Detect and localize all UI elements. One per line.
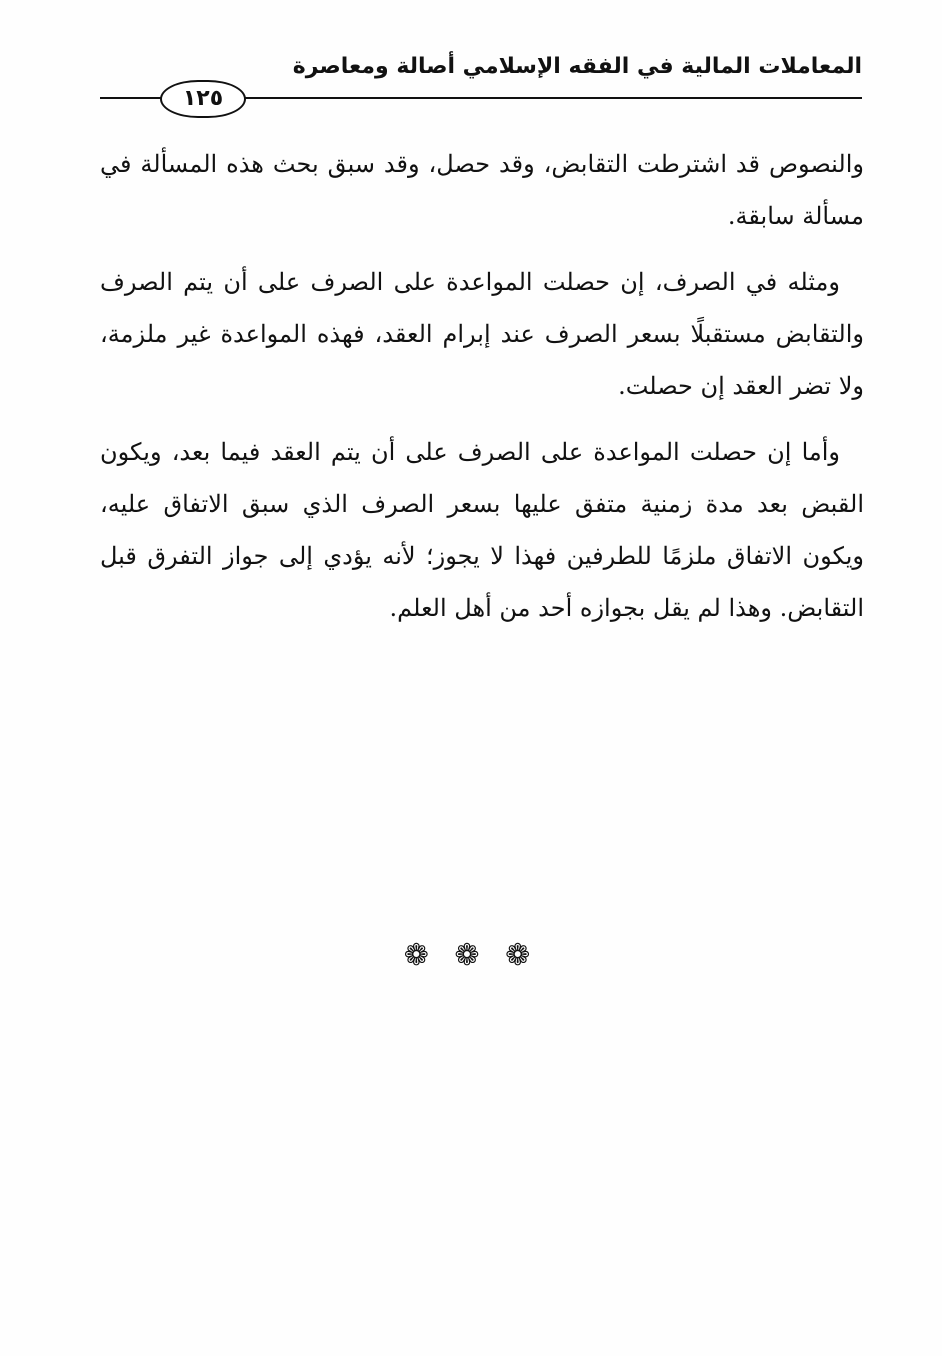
paragraph-2: ومثله في الصرف، إن حصلت المواعدة على الصرف على أن يتم الصرف والتقابض مستقبلًا بسعر الصرف عند إبرام العقد، فهذه المواعدة غير ملزمة، ولا تضر العقد إن حصلت. [100, 268, 864, 400]
running-head-title: المعاملات المالية في الفقه الإسلامي أصالة ومعاصرة [292, 54, 862, 79]
section-end-ornaments [0, 936, 942, 976]
page-number: ١٢٥ [160, 80, 246, 118]
body-text [100, 138, 864, 648]
floral-asterism-icon: ❁ [505, 938, 539, 973]
floral-asterism-icon: ❁ [403, 938, 437, 973]
floral-asterism-icon: ❁ [454, 938, 488, 973]
paragraph-1: والنصوص قد اشترطت التقابض، وقد حصل، وقد سبق بحث هذه المسألة في مسألة سابقة. [100, 150, 864, 230]
paragraph-3: وأما إن حصلت المواعدة على الصرف على أن يتم العقد فيما بعد، ويكون القبض بعد مدة زمنية متفق عليها بسعر الصرف الذي سبق الاتفاق عليه، ويكون الاتفاق ملزمًا للطرفين فهذا لا يجوز؛ لأنه يؤدي إلى جواز التفرق قبل التقابض. وهذا لم يقل بجوازه أحد من أهل العلم. [100, 438, 864, 622]
